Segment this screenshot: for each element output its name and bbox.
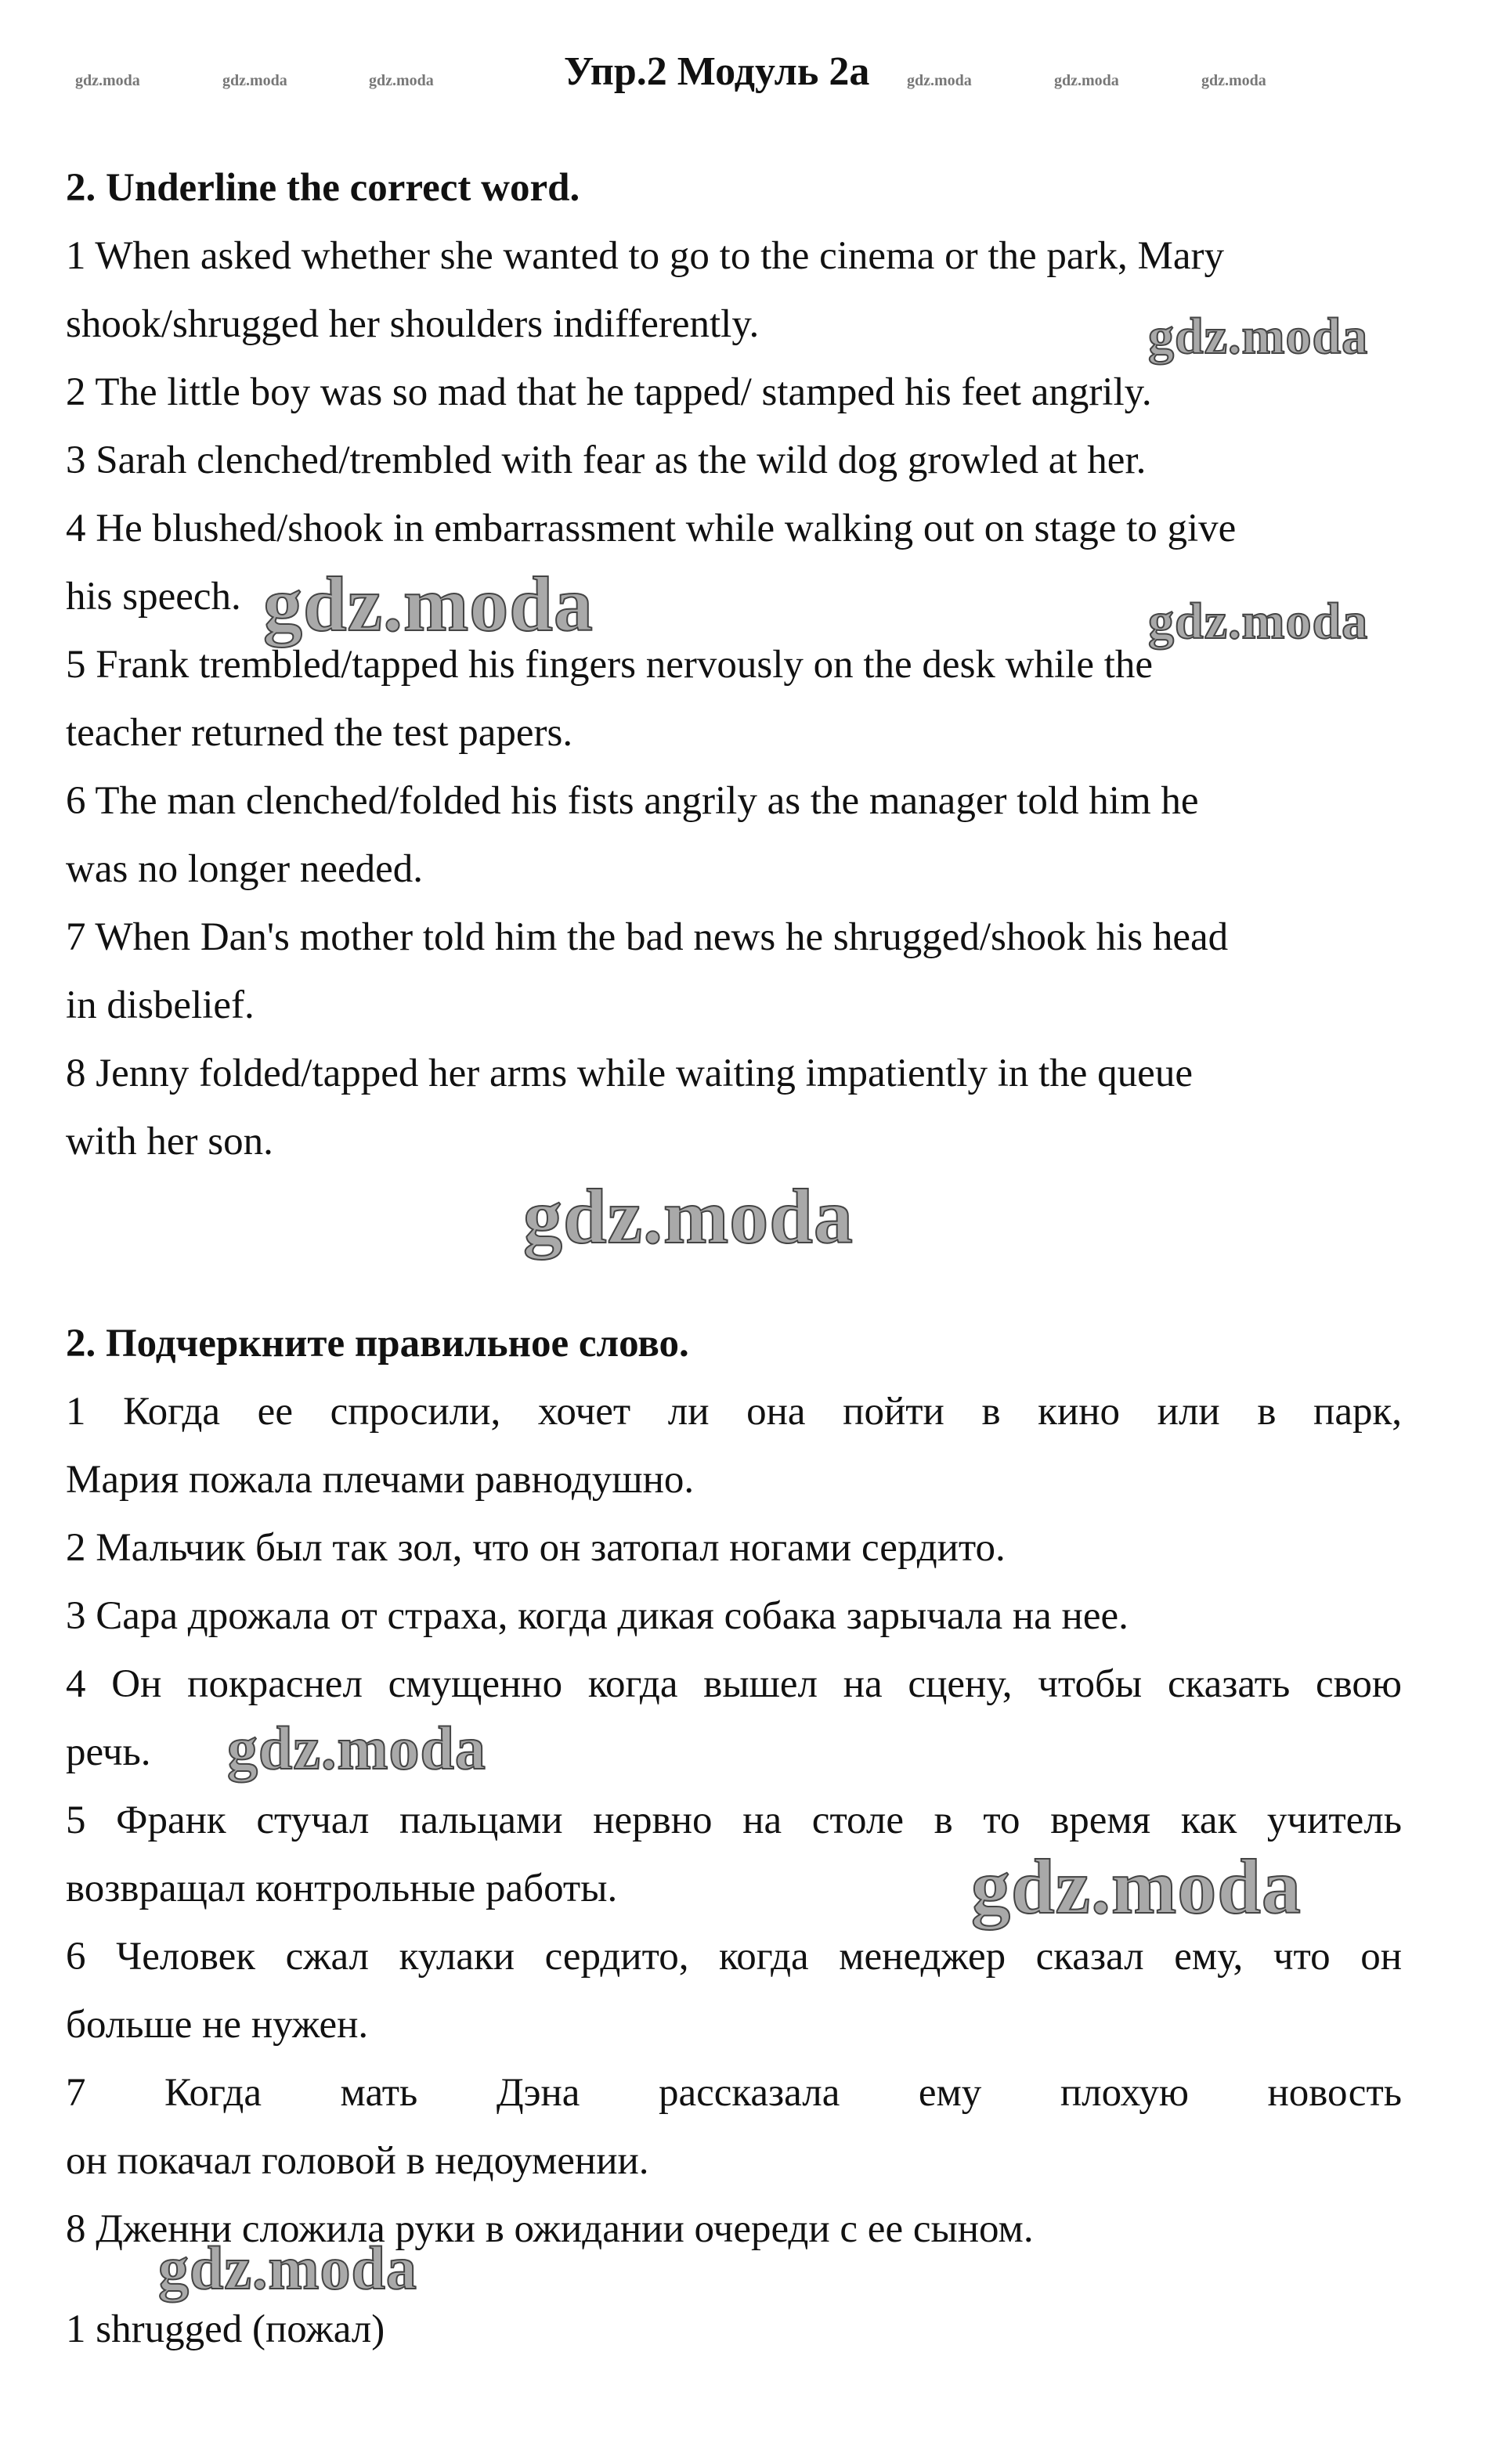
russian-line-8: возвращал контрольные работы. (66, 1867, 618, 1910)
english-line-12: in disbelief. (66, 983, 255, 1027)
english-line-6: his speech. (66, 575, 241, 619)
header-watermark-1: gdz.moda (75, 72, 140, 89)
watermark-logo-6: gdz.moda (971, 1843, 1302, 1930)
english-line-7: 5 Frank trembled/tapped his fingers nervously on the desk while the (66, 643, 1154, 687)
russian-line-10: больше не нужен. (66, 2003, 369, 2047)
russian-heading: 2. Подчеркните правильное слово. (66, 1322, 689, 1365)
russian-line-4: 3 Сара дрожала от страха, когда дикая собака зарычала на нее. (66, 1594, 1129, 1638)
russian-line-5: 4 Он покраснел смущенно когда вышел на сцену, чтобы сказать свою (66, 1662, 1402, 1706)
russian-line-9: 6 Человек сжал кулаки сердито, когда менеджер сказал ему, что он (66, 1935, 1402, 1979)
russian-line-6: речь. (66, 1730, 151, 1774)
header-watermark-5: gdz.moda (1054, 72, 1119, 89)
english-heading: 2. Underline the correct word. (66, 166, 580, 210)
watermark-logo-1: gdz.moda (1148, 308, 1369, 365)
russian-line-12: он покачал головой в недоумении. (66, 2139, 649, 2183)
english-line-2: shook/shrugged her shoulders indifferently. (66, 302, 760, 346)
english-line-13: 8 Jenny folded/tapped her arms while waiting impatiently in the queue (66, 1052, 1193, 1095)
header-watermark-2: gdz.moda (222, 72, 287, 89)
watermark-logo-5: gdz.moda (227, 1714, 486, 1782)
english-line-9: 6 The man clenched/folded his fists angrily as the manager told him he (66, 779, 1199, 823)
answer-line-1: 1 shrugged (пожал) (66, 2307, 385, 2351)
header-watermark-6: gdz.moda (1201, 72, 1266, 89)
english-line-14: with her son. (66, 1120, 273, 1163)
english-line-4: 3 Sarah clenched/trembled with fear as the wild dog growled at her. (66, 438, 1147, 482)
russian-line-2: Мария пожала плечами равнодушно. (66, 1458, 695, 1502)
russian-line-3: 2 Мальчик был так зол, что он затопал ногами сердито. (66, 1526, 1006, 1570)
russian-line-7: 5 Франк стучал пальцами нервно на столе в то время как учитель (66, 1798, 1402, 1842)
english-line-5: 4 He blushed/shook in embarrassment while walking out on stage to give (66, 507, 1237, 550)
english-line-3: 2 The little boy was so mad that he tapped/ stamped his feet angrily. (66, 370, 1152, 414)
english-line-11: 7 When Dan's mother told him the bad news he shrugged/shook his head (66, 915, 1229, 959)
english-line-8: teacher returned the test papers. (66, 711, 573, 755)
page-title: Упр.2 Модуль 2а (564, 49, 870, 94)
russian-line-13: 8 Дженни сложила руки в ожидании очереди с ее сыном. (66, 2207, 1034, 2251)
header-watermark-4: gdz.moda (907, 72, 972, 89)
watermark-logo-4: gdz.moda (523, 1173, 854, 1260)
watermark-logo-2: gdz.moda (263, 561, 594, 648)
russian-line-11: 7 Когда мать Дэна рассказала ему плохую новость (66, 2071, 1402, 2115)
header-watermark-3: gdz.moda (369, 72, 434, 89)
english-line-1: 1 When asked whether she wanted to go to the cinema or the park, Mary (66, 234, 1224, 278)
watermark-logo-3: gdz.moda (1148, 593, 1369, 650)
watermark-logo-7: gdz.moda (158, 2234, 417, 2302)
english-line-10: was no longer needed. (66, 847, 424, 891)
russian-line-1: 1 Когда ее спросили, хочет ли она пойти в кино или в парк, (66, 1390, 1402, 1434)
